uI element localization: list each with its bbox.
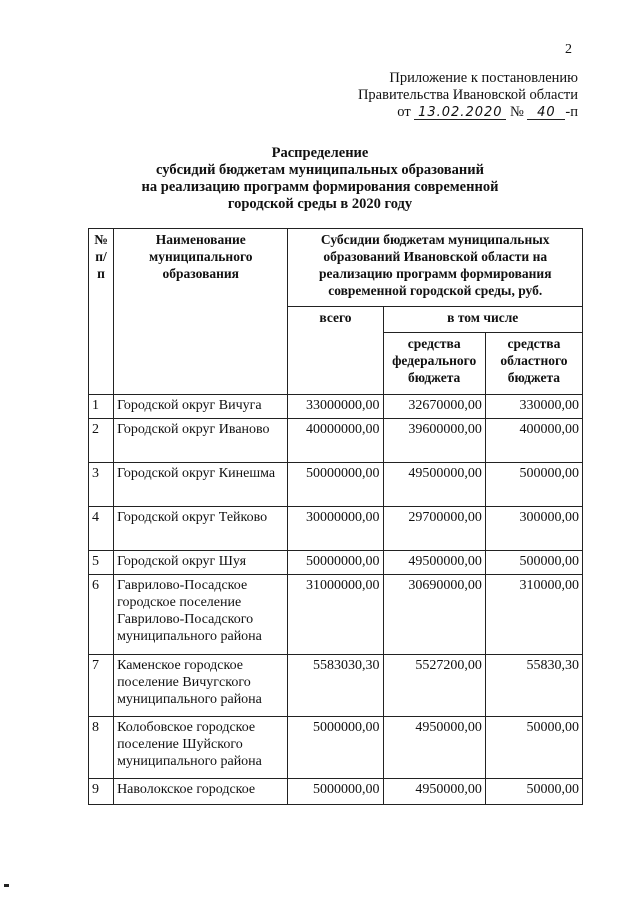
row-total: 40000000,00 xyxy=(288,419,383,463)
appendix-prefix: от xyxy=(397,104,411,120)
row-total: 5000000,00 xyxy=(288,717,383,779)
row-regional: 500000,00 xyxy=(485,463,582,507)
row-total: 50000000,00 xyxy=(288,551,383,575)
row-name: Городской округ Кинешма xyxy=(114,463,288,507)
row-name: Городской округ Вичуга xyxy=(114,395,288,419)
row-num: 2 xyxy=(89,419,114,463)
row-regional: 55830,30 xyxy=(485,655,582,717)
heading-line-4: городской среды в 2020 году xyxy=(227,196,413,212)
appendix-block xyxy=(358,70,578,121)
row-regional: 300000,00 xyxy=(485,507,582,551)
row-total: 50000000,00 xyxy=(288,463,383,507)
row-num: 5 xyxy=(89,551,114,575)
row-num: 9 xyxy=(89,779,114,805)
table-row xyxy=(89,551,583,575)
header-including: в том числе xyxy=(383,307,583,333)
appendix-line-3 xyxy=(358,104,578,121)
heading-line-2: субсидий бюджетам муниципальных образований xyxy=(156,162,484,178)
table-row xyxy=(89,655,583,717)
row-num: 4 xyxy=(89,507,114,551)
header-total: всего xyxy=(288,307,383,395)
header-name: Наименование муниципального образования xyxy=(114,229,288,395)
handwritten-date: 13.02.2020 xyxy=(414,106,506,120)
row-federal: 39600000,00 xyxy=(383,419,485,463)
header-subsidy: Субсидии бюджетам муниципальных образований Ивановской области на реализацию программ формирования современной городской среды, руб. xyxy=(288,229,583,307)
row-regional: 400000,00 xyxy=(485,419,582,463)
row-name: Наволокское городское xyxy=(114,779,288,805)
row-federal: 4950000,00 xyxy=(383,717,485,779)
header-regional: средства областного бюджета xyxy=(485,333,582,395)
subsidy-table xyxy=(88,228,583,805)
table-row xyxy=(89,463,583,507)
row-name: Гаврилово-Посадское городское поселение Гаврилово-Посадского муниципального района xyxy=(114,575,288,655)
row-num: 6 xyxy=(89,575,114,655)
handwritten-number: 40 xyxy=(527,106,565,120)
appendix-line-1: Приложение к постановлению xyxy=(389,70,578,86)
row-regional: 50000,00 xyxy=(485,779,582,805)
row-name: Городской округ Иваново xyxy=(114,419,288,463)
row-regional: 500000,00 xyxy=(485,551,582,575)
heading-line-1: Распределение xyxy=(271,145,369,161)
row-total: 5583030,30 xyxy=(288,655,383,717)
appendix-number-sign: № xyxy=(509,104,524,120)
document-heading xyxy=(0,145,640,213)
row-name: Каменское городское поселение Вичугского муниципального района xyxy=(114,655,288,717)
row-num: 8 xyxy=(89,717,114,779)
row-num: 3 xyxy=(89,463,114,507)
row-total: 5000000,00 xyxy=(288,779,383,805)
row-name: Колобовское городское поселение Шуйского муниципального района xyxy=(114,717,288,779)
row-federal: 29700000,00 xyxy=(383,507,485,551)
row-regional: 330000,00 xyxy=(485,395,582,419)
scan-mark xyxy=(4,884,9,887)
header-federal: средства федерального бюджета xyxy=(383,333,485,395)
table-row xyxy=(89,395,583,419)
row-num: 7 xyxy=(89,655,114,717)
appendix-suffix: -п xyxy=(565,104,578,120)
row-name: Городской округ Тейково xyxy=(114,507,288,551)
table-row xyxy=(89,717,583,779)
page-number: 2 xyxy=(565,42,572,57)
heading-line-3: на реализацию программ формирования современной xyxy=(141,179,499,195)
row-federal: 4950000,00 xyxy=(383,779,485,805)
table-row xyxy=(89,507,583,551)
table-row xyxy=(89,419,583,463)
row-federal: 49500000,00 xyxy=(383,551,485,575)
appendix-line-2: Правительства Ивановской области xyxy=(357,87,578,103)
row-federal: 49500000,00 xyxy=(383,463,485,507)
row-total: 33000000,00 xyxy=(288,395,383,419)
header-num: № п/п xyxy=(89,229,114,395)
row-federal: 5527200,00 xyxy=(383,655,485,717)
row-federal: 30690000,00 xyxy=(383,575,485,655)
table-row xyxy=(89,779,583,805)
row-regional: 310000,00 xyxy=(485,575,582,655)
table-row xyxy=(89,575,583,655)
row-total: 30000000,00 xyxy=(288,507,383,551)
row-name: Городской округ Шуя xyxy=(114,551,288,575)
row-num: 1 xyxy=(89,395,114,419)
row-regional: 50000,00 xyxy=(485,717,582,779)
row-total: 31000000,00 xyxy=(288,575,383,655)
row-federal: 32670000,00 xyxy=(383,395,485,419)
